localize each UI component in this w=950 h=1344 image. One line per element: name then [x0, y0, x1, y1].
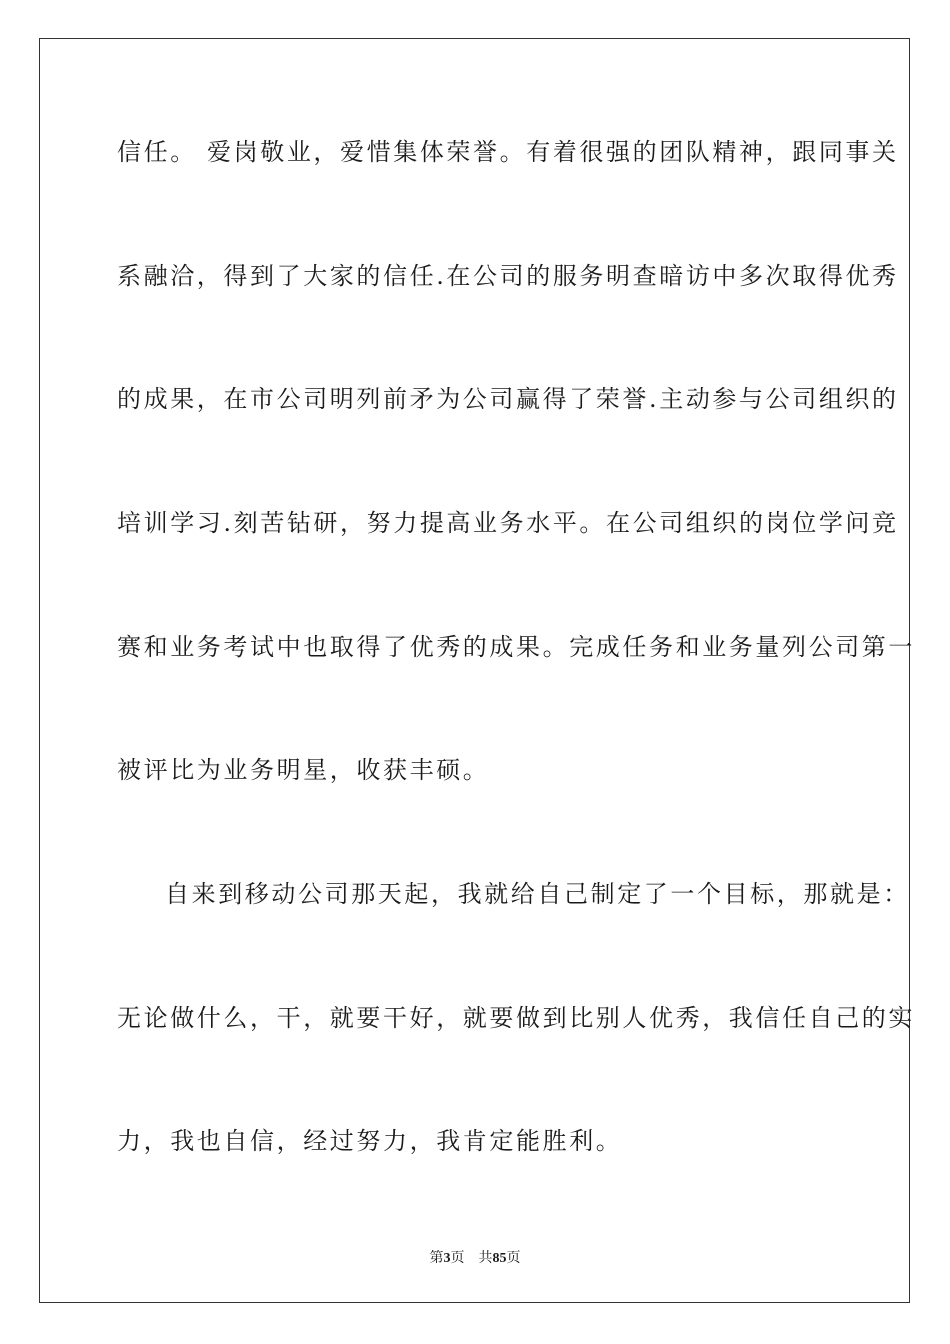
total-label-prefix: 共	[478, 1250, 493, 1266]
body-text-line-3: 的成果，在市公司明列前矛为公司赢得了荣誉.主动参与公司组织的	[117, 385, 899, 413]
total-label-suffix: 页	[506, 1250, 521, 1266]
page-label-prefix: 第	[429, 1250, 444, 1266]
body-text-line-1: 信任。 爱岗敬业，爱惜集体荣誉。有着很强的团队精神，跟同事关	[117, 138, 899, 166]
paragraph-2-line-1: 自来到移动公司那天起，我就给自己制定了一个目标，那就是：	[165, 880, 910, 908]
paragraph-2-line-2: 无论做什么，干，就要干好，就要做到比别人优秀，我信任自己的实	[117, 1004, 915, 1032]
current-page-number: 3	[443, 1251, 451, 1266]
body-text-line-2: 系融洽，得到了大家的信任.在公司的服务明查暗访中多次取得优秀	[117, 262, 899, 290]
total-pages-number: 85	[492, 1251, 507, 1266]
page-footer	[0, 1249, 950, 1268]
body-text-line-5: 赛和业务考试中也取得了优秀的成果。完成任务和业务量列公司第一	[117, 633, 915, 661]
page-border	[39, 38, 915, 1303]
page-label-suffix: 页	[450, 1250, 465, 1266]
body-text-line-6: 被评比为业务明星，收获丰硕。	[117, 756, 490, 784]
body-text-line-4: 培训学习.刻苦钻研，努力提高业务水平。在公司组织的岗位学问竞	[117, 509, 899, 537]
paragraph-2-line-3: 力，我也自信，经过努力，我肯定能胜利。	[117, 1127, 623, 1155]
